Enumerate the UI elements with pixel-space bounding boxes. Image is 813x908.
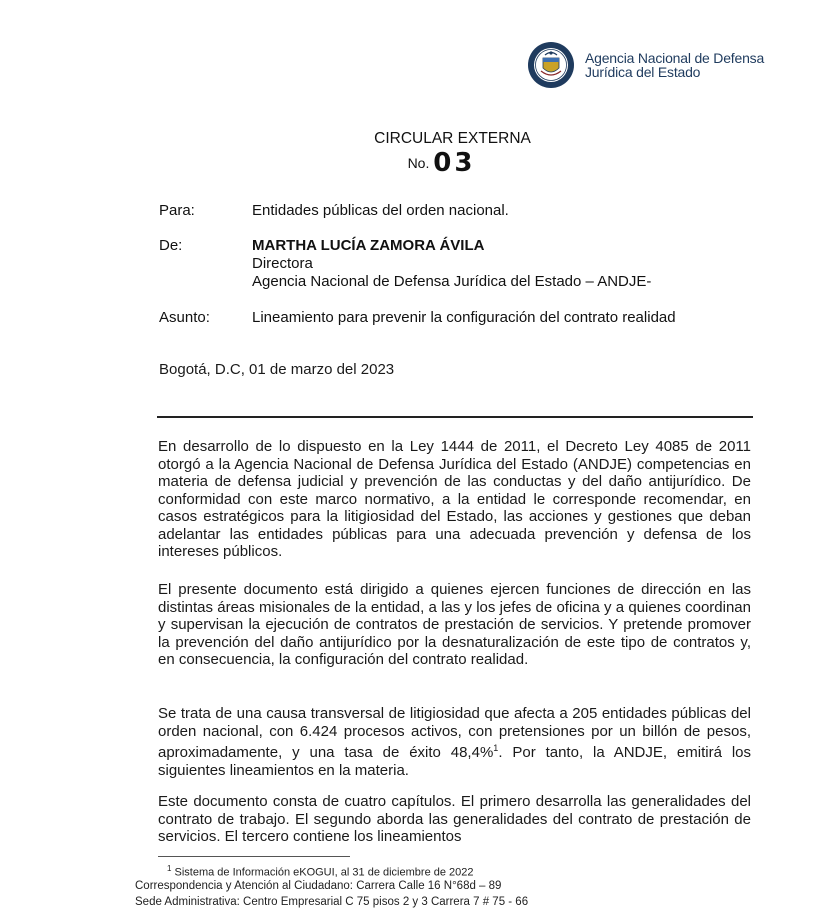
document-date: Bogotá, D.C, 01 de marzo del 2023	[159, 361, 395, 378]
asunto-value: Lineamiento para prevenir la configuración del contrato realidad	[252, 309, 676, 326]
footer-address-line1: Correspondencia y Atención al Ciudadano: Carrera Calle 16 N°68d – 89	[135, 880, 502, 892]
body-paragraph-3	[158, 705, 751, 779]
body-paragraph-2: El presente documento está dirigido a quienes ejercen funciones de dirección en las distintas áreas misionales de la entidad, a las y los jefes de oficina y a quienes coordinan y supervisan la ejecución de contratos de prestación de servicios. Y pretende promover la prevención del daño antijurídico por la desnaturalización de este tipo de contratos y, en consecuencia, la configuración del contrato realidad.	[158, 581, 751, 668]
de-value	[252, 237, 651, 291]
footnote	[167, 864, 474, 879]
sender-organization: Agencia Nacional de Defensa Jurídica del Estado – ANDJE-	[252, 273, 652, 290]
coat-of-arms-seal-icon	[527, 41, 575, 89]
body-paragraph-3-text-end: . Por tanto, la ANDJE, emitirá los siguientes lineamientos en la materia.	[158, 744, 751, 779]
footnote-reference: 1	[493, 743, 499, 753]
circular-number-label: No.	[407, 155, 430, 171]
body-paragraph-3-text: Se trata de una causa transversal de litigiosidad que afecta a 205 entidades públicas del orden nacional, con 6.424 procesos activos, con pretensiones por un billón de pesos, aproximadamente, y una tasa de éxito 48,4%	[158, 705, 751, 761]
agency-name-line1: Agencia Nacional de Defensa	[585, 50, 765, 66]
header-divider	[157, 416, 753, 418]
de-label: De:	[159, 237, 183, 254]
footnote-divider	[158, 856, 350, 857]
para-label: Para:	[159, 202, 195, 219]
body-paragraph-1: En desarrollo de lo dispuesto en la Ley 1444 de 2011, el Decreto Ley 4085 de 2011 otorgó a la Agencia Nacional de Defensa Jurídica del Estado (ANDJE) competencias en materia de defensa judicial y prevención de las conductas y del daño antijurídico. De conformidad con este marco normativo, a la entidad le corresponde recomendar, en casos estratégicos para la litigiosidad del Estado, las acciones y gestiones que deban adelantar las entidades públicas para una adecuada prevención y defensa de los intereses públicos.	[158, 438, 751, 560]
circular-number	[0, 145, 813, 178]
agency-logo	[527, 41, 764, 89]
circular-title: CIRCULAR EXTERNA	[374, 130, 531, 147]
footnote-mark: 1	[167, 864, 172, 873]
sender-role: Directora	[252, 255, 313, 272]
para-value: Entidades públicas del orden nacional.	[252, 202, 509, 219]
agency-name-line2: Jurídica del Estado	[585, 64, 701, 80]
asunto-label: Asunto:	[159, 309, 210, 326]
footnote-text: Sistema de Información eKOGUI, al 31 de diciembre de 2022	[171, 866, 474, 879]
sender-name: MARTHA LUCÍA ZAMORA ÁVILA	[252, 237, 485, 254]
circular-number-value: 03	[433, 148, 476, 178]
agency-name	[585, 51, 764, 79]
body-paragraph-4: Este documento consta de cuatro capítulos. El primero desarrolla las generalidades del contrato de trabajo. El segundo aborda las generalidades del contrato de prestación de servicios. El tercero contiene los lineamientos	[158, 793, 751, 845]
footer-address-line2: Sede Administrativa: Centro Empresarial C 75 pisos 2 y 3 Carrera 7 # 75 - 66	[135, 896, 529, 908]
